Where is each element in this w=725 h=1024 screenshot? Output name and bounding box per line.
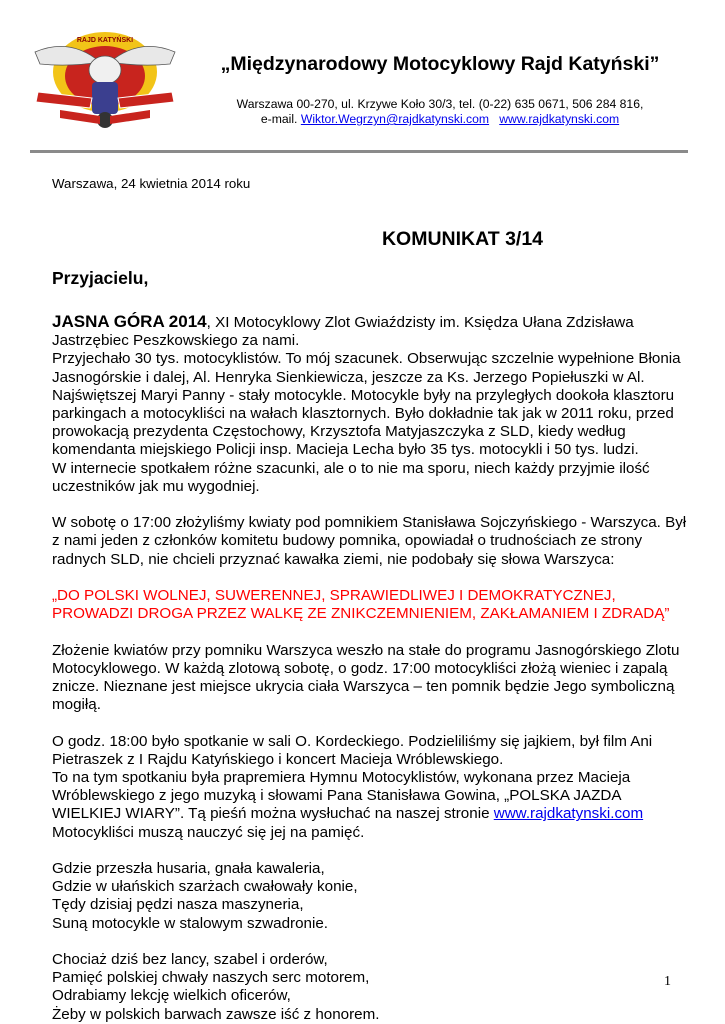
address: Warszawa 00-270, ul. Krzywe Koło 30/3, tel. (0-22) 635 0671, 506 284 816, bbox=[236, 97, 644, 111]
hymn-website-link[interactable]: www.rajdkatynski.com bbox=[493, 805, 644, 823]
page-number: 1 bbox=[664, 974, 671, 989]
poem-line: Żeby w polskich barwach zawsze iść z honorem. bbox=[52, 1005, 380, 1023]
website-link[interactable]: www.rajdkatynski.com bbox=[499, 112, 620, 126]
organization-title: „Międzynarodowy Motocyklowy Rajd Katyński” bbox=[220, 53, 660, 75]
email-link[interactable]: Wiktor.Wegrzyn@rajdkatynski.com bbox=[300, 112, 490, 126]
eagle-motorcycle-emblem-icon bbox=[30, 22, 180, 134]
paragraph-estimates: W internecie spotkałem różne szacunki, ale o to nie ma sporu, niech każdy przyjmie ilość uczestników jak mu wygodniej. bbox=[52, 459, 650, 495]
poem-line: Pamięć polskiej chwały naszych serc motorem, bbox=[52, 969, 370, 987]
contact-info bbox=[200, 97, 680, 127]
svg-text:RAJD KATYŃSKI: RAJD KATYŃSKI bbox=[76, 37, 134, 44]
paragraph-memorize: Motocykliści muszą nauczyć się jej na pamięć. bbox=[52, 823, 365, 841]
poem-line: Suną motocykle w stalowym szwadronie. bbox=[52, 914, 329, 932]
paragraph-attendance: Przyjechało 30 tys. motocyklistów. To mój szacunek. Obserwując szczelnie wypełnione Błonia Jasnogórskie i dalej, Al. Henryka Sienkiewicza, jeszcze za Ks. Jerzego Popiełuszki w Al. Najświętszej Maryi Panny - stały motocykle. Motocykle były na przyległych dookoła klasztoru parkingach a motocykliści na wałach klasztornych. Było dokładnie tak jak w 2011 roku, przed prowokacją prezydenta Częstochowy, Krzysztofa Matyjaszczyka z SLD, kiedy według komendanta miejskiego Policji insp. Macieja Lecha było 35 tys. motocykli i 50 tys. ludzi. bbox=[52, 350, 681, 459]
document-body bbox=[52, 313, 692, 1024]
warszyc-quote-line-1: „DO POLSKI WOLNEJ, SUWERENNEJ, SPRAWIEDLIWEJ I DEMOKRATYCZNEJ, bbox=[52, 587, 616, 605]
paragraph-monument: Złożenie kwiatów przy pomniku Warszyca weszło na stałe do programu Jasnogórskiego Zlotu Motocyklowego. W każdą zlotową sobotę, o godz. 17:00 motocykliści złożą wieniec i zapalą znicze. Nieznane jest miejsce ukrycia ciała Warszyca – ten pomnik będzie Jego symboliczną mogiłą. bbox=[52, 641, 680, 714]
document-heading: KOMUNIKAT 3/14 bbox=[381, 228, 544, 250]
poem-line: Gdzie przeszła husaria, gnała kawaleria, bbox=[52, 860, 325, 878]
header-divider bbox=[30, 150, 688, 153]
greeting: Przyjacielu, bbox=[52, 268, 149, 288]
poem-stanza-1 bbox=[52, 860, 692, 933]
paragraph-jasna-gora: JASNA GÓRA 2014, XI Motocyklowy Zlot Gwiaździsty im. Księdza Ułana Zdzisława Jastrzębiec Peszkowskiego za nami. bbox=[52, 312, 634, 350]
poem-line: Odrabiamy lekcję wielkich oficerów, bbox=[52, 987, 291, 1005]
paragraph-meeting: O godz. 18:00 było spotkanie w sali O. Kordeckiego. Podzieliliśmy się jajkiem, był film Ani Pietraszek z I Rajdu Katyńskiego i koncert Macieja Wróblewskiego. bbox=[52, 732, 653, 768]
email-label: e-mail. bbox=[260, 112, 301, 126]
paragraph-hymn: To na tym spotkaniu była prapremiera Hymnu Motocyklistów, wykonana przez Macieja Wróblewskiego z jego muzyką i słowami Pana Stanisława Gowina, „POLSKA JAZDA WIELKIEJ WIARY”. Tą pieśń można wysłuchać na naszej stronie www.rajdkatynski.com bbox=[52, 769, 644, 823]
warszyc-quote-line-2: PROWADZI DROGA PRZEZ WALKĘ ZE ZNIKCZEMNIENIEM, ZAKŁAMANIEM I ZDRADĄ” bbox=[52, 605, 670, 623]
poem-stanza-2 bbox=[52, 951, 692, 1024]
email-line bbox=[200, 112, 680, 127]
rajd-katynski-logo bbox=[30, 22, 180, 134]
paragraph-flowers: W sobotę o 17:00 złożyliśmy kwiaty pod pomnikiem Stanisława Sojczyńskiego - Warszyca. Był z nami jeden z członków komitetu budowy pomnika, opowiadał o trudnościach ze strony radnych SLD, nie chcieli przyznać kawałka ziemi, nie podobały się słowa Warszyca: bbox=[52, 514, 687, 568]
poem-line: Chociaż dziś bez lancy, szabel i orderów, bbox=[52, 951, 328, 969]
lead-heading: JASNA GÓRA 2014 bbox=[52, 312, 207, 331]
poem-line: Gdzie w ułańskich szarżach cwałowały konie, bbox=[52, 878, 358, 896]
poem-line: Tędy dzisiaj pędzi nasza maszyneria, bbox=[52, 896, 304, 914]
document-date: Warszawa, 24 kwietnia 2014 roku bbox=[52, 176, 251, 191]
